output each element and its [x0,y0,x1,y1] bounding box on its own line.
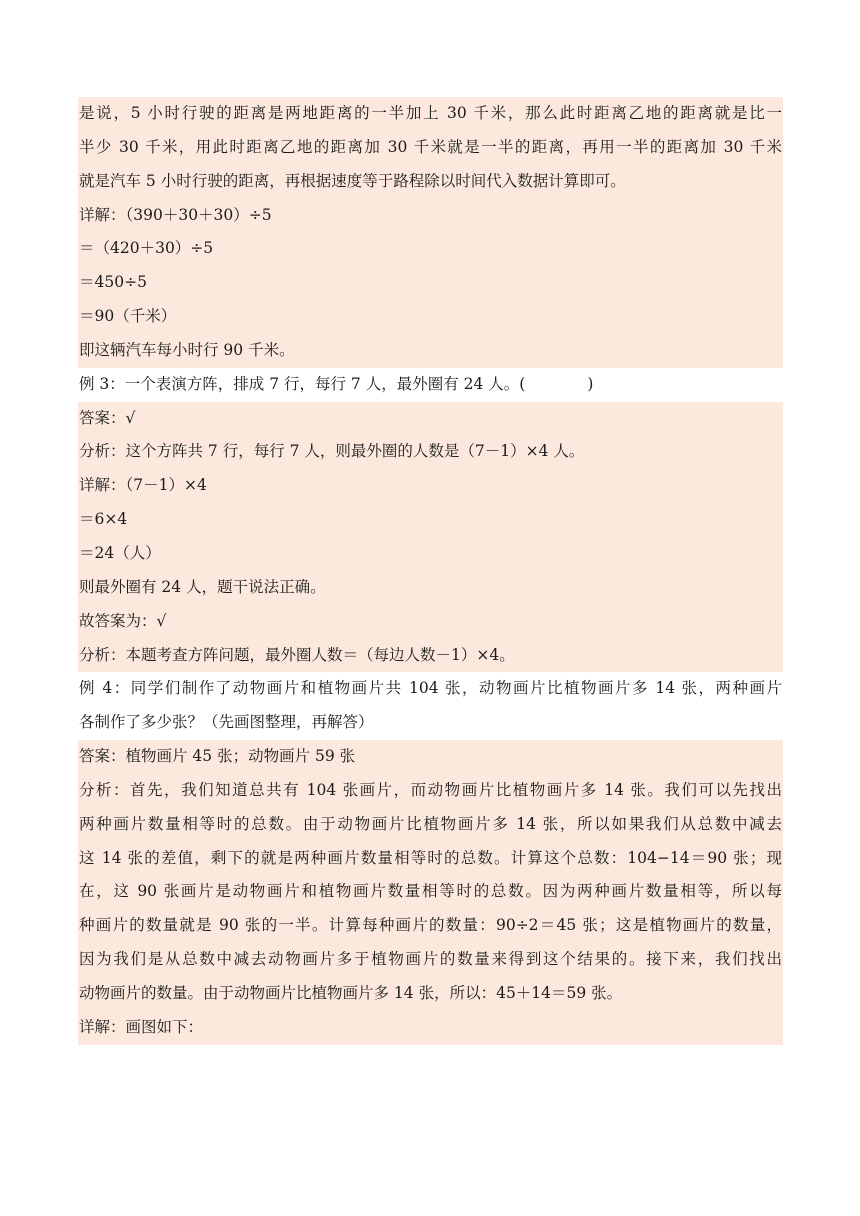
question-block [78,672,783,740]
text-line: 各制作了多少张？（先画图整理，再解答） [79,713,374,732]
text-line: 即这辆汽车每小时行 90 千米。 [79,340,295,359]
text-line: 分析：本题考查方阵问题，最外圈人数＝（每边人数－1）×4。 [79,645,515,664]
text-line: 种画片的数量就是 90 张的一半。计算每种画片的数量：90÷2＝45 张；这是植物画片的数量， [79,916,782,935]
text-line: 就是汽车 5 小时行驶的距离，再根据速度等于路程除以时间代入数据计算即可。 [79,171,626,190]
text-line: 例 3：一个表演方阵，排成 7 行，每行 7 人，最外圈有 24 人。( ) [79,374,594,393]
text-line: 则最外圈有 24 人，题干说法正确。 [79,577,326,596]
question-block [78,368,783,402]
text-line: 详解：（390＋30＋30）÷5 [79,205,272,224]
text-line: 答案：√ [79,408,136,427]
text-line: 这 14 张的差值，剩下的就是两种画片数量相等时的总数。计算这个总数：104−14＝90 张；现 [79,848,782,867]
text-line: 详解：画图如下： [79,1017,204,1036]
document-body [78,97,783,1045]
text-line: 分析：这个方阵共 7 行，每行 7 人，则最外圈的人数是（7－1）×4 人。 [79,442,585,461]
answer-block [78,97,783,368]
text-line: 动物画片的数量。由于动物画片比植物画片多 14 张，所以：45＋14＝59 张。 [79,983,623,1002]
text-line: ＝450÷5 [79,273,147,292]
text-line: 例 4：同学们制作了动物画片和植物画片共 104 张，动物画片比植物画片多 14 张，两种画片 [79,679,782,698]
text-line: 半少 30 千米，用此时距离乙地的距离加 30 千米就是一半的距离，再用一半的距离加 30 千米 [79,137,782,156]
text-line: 分析：首先，我们知道总共有 104 张画片，而动物画片比植物画片多 14 张。我们可以先找出 [79,780,782,799]
text-line: 详解：（7－1）×4 [79,476,207,495]
text-line: 是说，5 小时行驶的距离是两地距离的一半加上 30 千米，那么此时距离乙地的距离就是比一 [79,104,782,122]
text-line: 故答案为：√ [79,611,167,630]
text-line: ＝90（千米） [79,307,177,326]
text-line: 答案：植物画片 45 张；动物画片 59 张 [79,747,356,766]
text-line: 在，这 90 张画片是动物画片和植物画片数量相等时的总数。因为两种画片数量相等，所以每 [79,882,782,901]
text-line: ＝（420＋30）÷5 [79,239,214,258]
text-line: 两种画片数量相等时的总数。由于动物画片比植物画片多 14 张，所以如果我们从总数中减去 [79,814,782,833]
text-line: 因为我们是从总数中减去动物画片多于植物画片的数量来得到这个结果的。接下来，我们找出 [79,950,782,969]
answer-block [78,402,783,673]
text-line: ＝6×4 [79,510,128,529]
text-line: ＝24（人） [79,543,161,562]
answer-block [78,740,783,1045]
